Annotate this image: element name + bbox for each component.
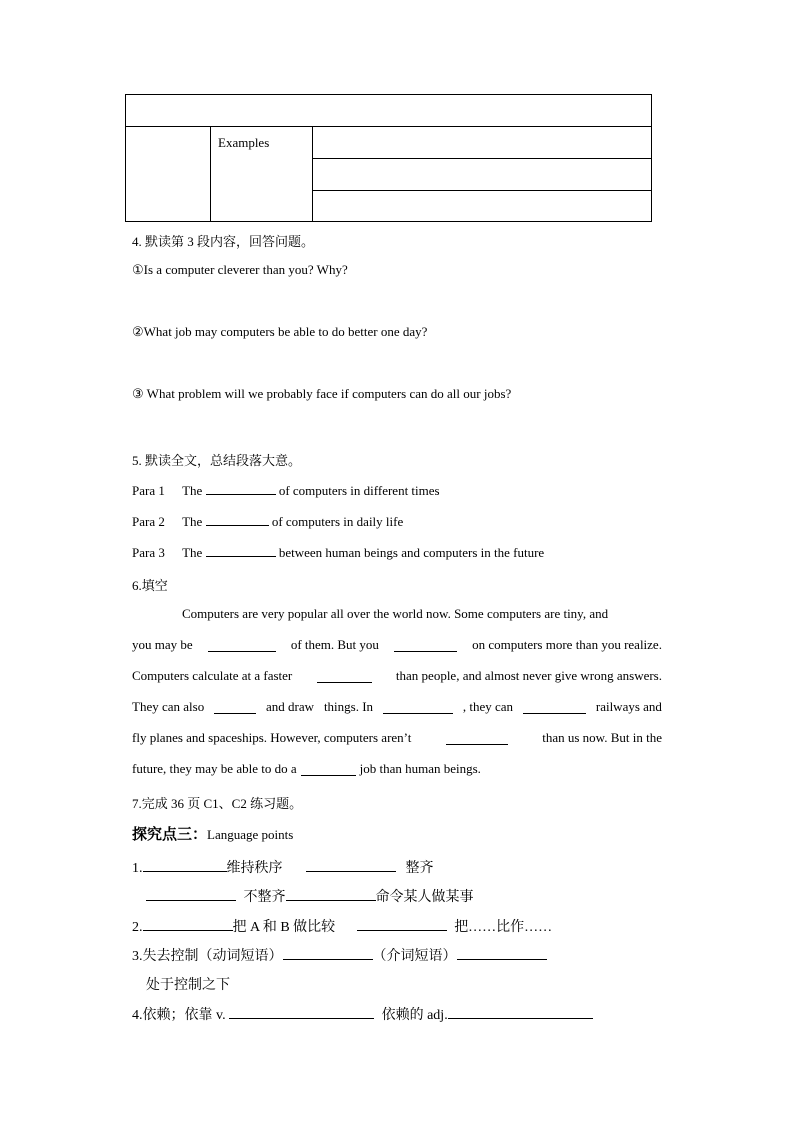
lp-blank[interactable]: [146, 887, 236, 901]
passage-text: , they can: [462, 699, 514, 714]
q5-para-1: [132, 481, 440, 499]
lp-text: 依赖的 adj.: [381, 1008, 448, 1023]
example-cell-1[interactable]: [313, 127, 652, 159]
blank-7[interactable]: [446, 731, 508, 745]
blank-2[interactable]: [394, 638, 457, 652]
passage-text: Computers calculate at a faster: [132, 668, 293, 683]
passage-text: than people, and almost never give wrong answers.: [395, 668, 662, 683]
lp-text: 维持秩序: [226, 861, 283, 876]
lp-text: 把……比作……: [454, 920, 553, 935]
lp-item-4: [132, 1004, 593, 1024]
lp-item-3: [132, 945, 547, 965]
q5-heading: 5. 默读全文，总结段落大意。: [132, 453, 302, 468]
para-post: of computers in daily life: [271, 514, 404, 529]
passage-text: than us now. But in the: [542, 730, 662, 745]
passage-text: and draw: [266, 699, 315, 714]
lp-text: 3.失去控制（动词短语）: [132, 949, 283, 964]
para-pre: The: [182, 545, 203, 560]
lp-blank[interactable]: [357, 917, 447, 931]
q6-passage: [132, 598, 662, 784]
passage-text: of them. But you: [290, 637, 379, 652]
para-label: Para 3: [132, 545, 165, 560]
lp-number: 1.: [132, 861, 143, 876]
q4-item-1: ①Is a computer cleverer than you? Why?: [132, 262, 348, 277]
examples-label: Examples: [211, 127, 313, 222]
section-title: [132, 823, 293, 844]
lp-blank[interactable]: [448, 1005, 593, 1019]
lp-text: 不整齐: [243, 890, 286, 905]
para-pre: The: [182, 514, 203, 529]
example-cell-2[interactable]: [313, 159, 652, 191]
para-post: of computers in different times: [278, 483, 440, 498]
lp-text: 整齐: [405, 861, 434, 876]
q5-para-2: [132, 512, 403, 530]
q4-item-3: ③ What problem will we probably face if computers can do all our jobs?: [132, 386, 512, 401]
para-label: Para 1: [132, 483, 165, 498]
lp-blank[interactable]: [457, 946, 547, 960]
summary-table: [125, 94, 652, 222]
para-pre: The: [182, 483, 203, 498]
section-subtitle: Language points: [207, 827, 294, 842]
q7-heading: 7.完成 36 页 C1、C2 练习题。: [132, 796, 303, 811]
passage-text: job than human beings.: [359, 761, 481, 776]
table-header-row: [126, 95, 652, 127]
para-1-blank[interactable]: [206, 481, 276, 495]
section-title-cn: 探究点三：: [132, 827, 208, 843]
q4-heading: 4. 默读第 3 段内容，回答问题。: [132, 234, 315, 249]
passage-text: you may be: [132, 637, 193, 652]
lp-blank[interactable]: [283, 946, 373, 960]
para-2-blank[interactable]: [206, 512, 269, 526]
lp-text: 把 A 和 B 做比较: [232, 920, 336, 935]
lp-number: 2.: [132, 920, 143, 935]
blank-3[interactable]: [317, 669, 372, 683]
example-cell-3[interactable]: [313, 191, 652, 222]
passage-line-1: Computers are very popular all over the world now. Some computers are tiny, and: [182, 606, 609, 621]
lp-blank[interactable]: [143, 917, 233, 931]
passage-text: railways and: [595, 699, 662, 714]
lp-text: （介词短语）: [372, 949, 457, 964]
lp-item-2: [132, 916, 552, 936]
table-row-label-cell: [126, 127, 211, 222]
para-3-blank[interactable]: [206, 543, 276, 557]
q6-heading: 6.填空: [132, 578, 168, 593]
lp-item-3b: 处于控制之下: [146, 978, 230, 993]
passage-text: fly planes and spaceships. However, computers aren’t: [132, 730, 412, 745]
lp-blank[interactable]: [286, 887, 376, 901]
q5-para-3: [132, 543, 544, 561]
blank-5[interactable]: [383, 700, 453, 714]
lp-item-1: [132, 857, 434, 877]
lp-blank[interactable]: [143, 858, 227, 872]
para-label: Para 2: [132, 514, 165, 529]
para-post: between human beings and computers in the future: [278, 545, 545, 560]
passage-text: on computers more than you realize.: [472, 637, 662, 652]
lp-text: 4.依赖；依靠 v.: [132, 1008, 226, 1023]
blank-8[interactable]: [301, 762, 356, 776]
passage-text: They can also: [132, 699, 205, 714]
blank-6[interactable]: [523, 700, 586, 714]
lp-blank[interactable]: [306, 858, 396, 872]
passage-text: things. In: [323, 699, 374, 714]
q4-item-2: ②What job may computers be able to do better one day?: [132, 324, 428, 339]
lp-text: 命令某人做某事: [375, 890, 474, 905]
lp-blank[interactable]: [229, 1005, 374, 1019]
lp-item-1b: [146, 886, 474, 906]
passage-text: future, they may be able to do a: [132, 761, 297, 776]
blank-1[interactable]: [208, 638, 276, 652]
blank-4[interactable]: [214, 700, 256, 714]
